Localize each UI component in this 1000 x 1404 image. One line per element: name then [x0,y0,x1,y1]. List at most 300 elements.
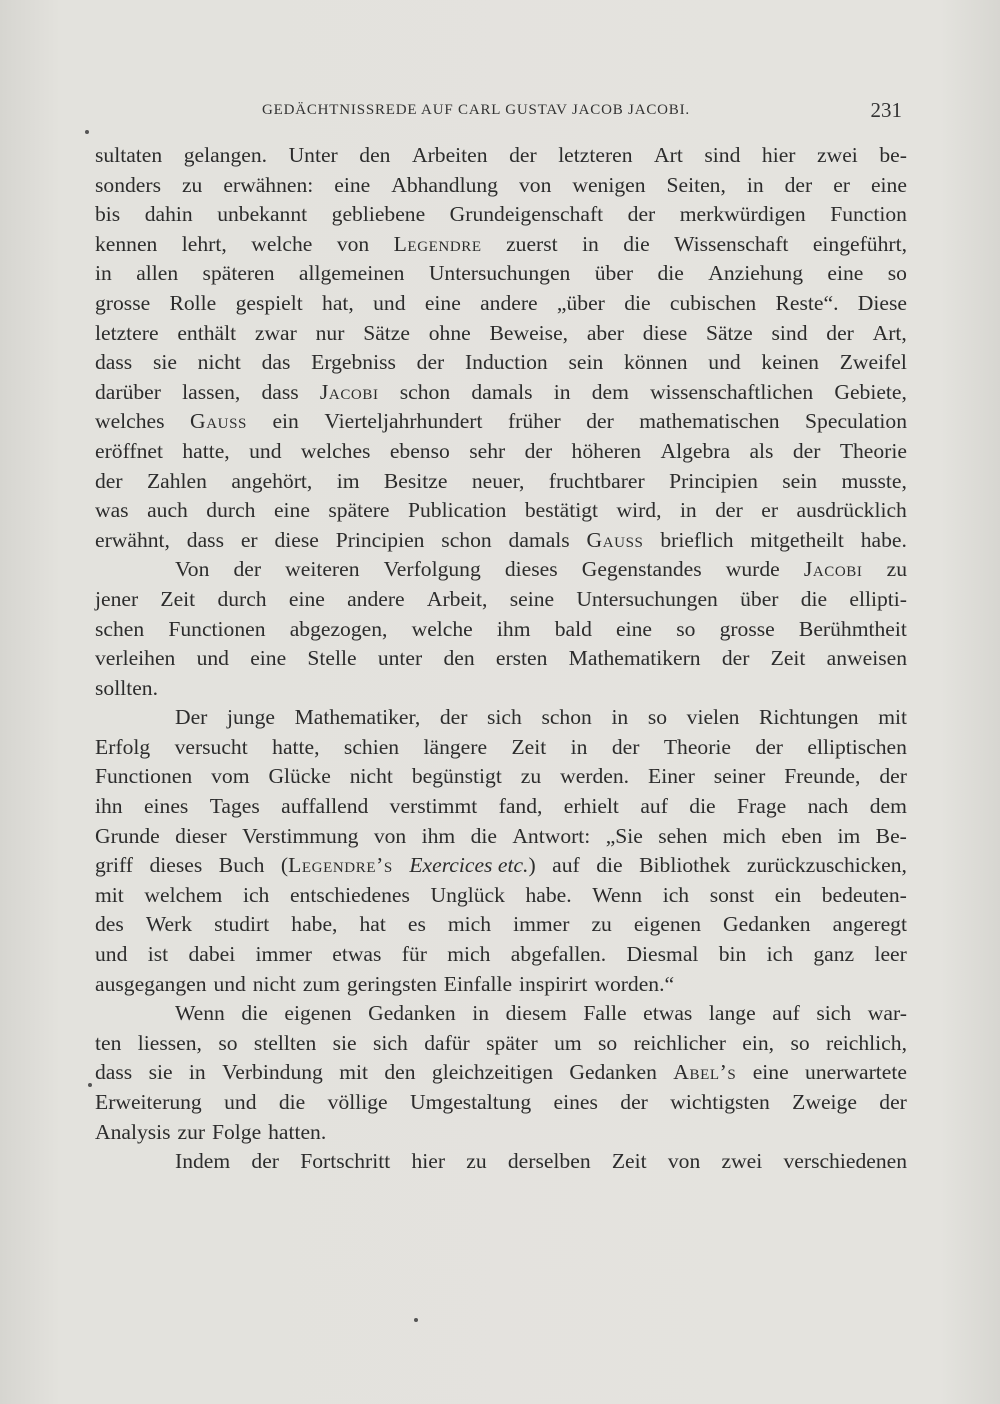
word: zum [302,971,341,996]
word: Fortschritt [300,1149,391,1174]
word: diesem [505,1001,567,1026]
word: im [336,468,360,493]
word: sehr [469,438,506,463]
word: zu [181,172,203,197]
word: Ergebniss [311,350,396,375]
word: habe. [525,882,572,907]
word: in [611,705,629,730]
word: sich [816,1001,852,1026]
word: Arbeiten [412,143,488,167]
word: und [224,1090,257,1114]
word: ich [242,882,270,907]
word: Folge [211,1119,262,1144]
running-title: GEDÄCHTNISSREDE AUF CARL GUSTAV JACOB JACOBI. [262,102,690,118]
word: von [336,231,370,256]
word: in [553,379,571,404]
word: Werk [145,912,193,937]
word: der [251,1149,279,1174]
word: vom [211,764,250,789]
word: erhielt [563,794,619,819]
word: grosse [719,616,775,641]
word: hatten. [268,1119,327,1144]
word: Principien [669,468,758,493]
word: Zweifel [839,350,907,375]
word: weiteren [285,557,360,582]
small-caps-name: Gauss [190,409,247,434]
word: mit [339,1060,368,1085]
word: Grunde [95,823,160,848]
word: Richtungen [759,705,859,730]
word: gespielt [235,290,303,315]
word: auffallend [281,794,369,819]
text-line [95,289,907,319]
word: Zweige [792,1090,857,1114]
word: Gedanken [723,912,811,937]
word: der [721,646,750,671]
text-line [95,851,907,881]
word: schien [343,734,400,759]
word: ganz [813,942,855,967]
word: so [676,616,696,641]
word: zurückzuschicken, [746,853,907,878]
word: mitgetheilt [750,527,844,552]
word: Unter [288,143,338,167]
word: hatte, [182,438,230,463]
word: hat, [322,290,354,315]
word: verschiedenen [783,1149,907,1174]
word: schen [95,616,145,641]
word: des [95,912,124,937]
word: der [879,1090,907,1114]
word: den [384,1060,416,1085]
word: der [620,1090,648,1114]
word: hier [761,143,796,167]
word: es [407,912,426,937]
word: den [443,646,475,671]
text-line [95,496,907,526]
word: derselben [507,1149,591,1174]
word: habe. [860,527,907,552]
print-speck [414,1318,418,1322]
word: und [708,350,741,375]
word: leer [874,942,907,967]
word: von [518,172,552,197]
word: geringsten [346,971,437,996]
word: Zeit [611,1149,647,1174]
word: der [715,498,743,523]
word: liessen, [137,1030,202,1055]
page-header [262,100,902,126]
word: lange [708,1001,756,1026]
word: den [359,143,391,167]
word-group [281,851,393,881]
word: der [416,350,445,375]
word: bis [95,202,121,227]
word: dass [95,350,133,375]
word: er [240,527,258,552]
word: war- [867,1001,907,1026]
word: von [667,1149,701,1174]
word: letztere [95,320,159,345]
word: sonders [95,172,161,197]
word: höheren [571,438,642,463]
word: Umgestaltung [410,1090,532,1114]
word: früher [507,409,561,434]
text-line [95,733,907,763]
text-line [95,1058,907,1088]
word: gebliebene [331,202,426,227]
word: anweisen [826,646,907,671]
word: Freunde, [784,764,861,789]
word: lassen, [182,379,241,404]
word: der [792,438,821,463]
word: schon [399,379,451,404]
word: Buch [218,853,265,878]
word: gleichzeitigen [431,1060,554,1085]
word: der [439,705,468,730]
word: Function [830,202,907,227]
word: als [749,438,774,463]
word: dieses [149,853,203,878]
word: Unglück [430,882,505,907]
text-line [95,1088,907,1118]
word: auf [640,794,668,819]
word: Verbindung [222,1060,323,1085]
word: ) [528,853,536,878]
word: eine [616,616,653,641]
text-line [95,230,907,260]
word: dass [95,1060,133,1085]
word: in [582,231,599,256]
word: wurde [725,557,780,582]
word: eine [870,172,907,197]
word: wenigen [572,172,646,197]
word: angeregt [832,912,907,937]
text-line [95,171,907,201]
text-line [95,703,907,733]
word: eingeführt, [812,231,907,256]
word: der [95,468,123,493]
word: zur [177,1119,206,1144]
word: sie [148,1060,173,1085]
word: ten [95,1030,122,1055]
word: Wissenschaft [674,231,789,256]
word: der [784,172,813,197]
word: merkwürdigen [679,202,806,227]
word: die [241,1001,268,1026]
word: Gebiete, [834,379,907,404]
word: sind [771,320,808,345]
word: abgezogen, [289,616,388,641]
word: etwas [332,942,382,967]
word: die [278,1090,306,1114]
word: Stelle [307,646,357,671]
word: so [887,261,907,286]
word: damals [471,379,533,404]
word: ebenso [389,438,450,463]
word: Rolle [169,290,217,315]
word: welche [251,231,313,256]
word: und [95,942,128,967]
text-line [95,585,907,615]
word: Functionen [168,616,266,641]
word: andere [347,586,405,611]
word: Induction [464,350,548,375]
small-caps-name: Legendre’s [288,853,393,878]
word: welches [95,409,165,434]
word: ein [272,409,299,434]
small-caps-name: Gauss [586,527,644,552]
word: die [657,261,684,286]
word: Wenn [175,1001,225,1026]
word: studirt [214,912,270,937]
word: die [623,231,650,256]
word: in [95,261,112,286]
text-line [95,644,907,674]
word: andere [480,290,538,315]
word: letzteren [558,143,633,167]
print-speck [85,130,89,134]
word: musste, [841,468,907,493]
word: hatte, [272,734,320,759]
word: versucht [174,734,248,759]
word: durch [217,586,267,611]
text-line [95,792,907,822]
word: Tages [209,794,260,819]
word: zwar [254,320,297,345]
word: dem [591,379,629,404]
word: sind [704,143,741,167]
word: sich [487,705,522,730]
word: Einer [648,764,695,789]
word: Anziehung [708,261,804,286]
word: die [689,794,716,819]
word: Publication [408,498,507,523]
text-line [95,348,907,378]
word: verleihen [95,646,176,671]
word: auf [552,853,580,878]
word: sich [373,1030,408,1055]
word: allgemeinen [298,261,405,286]
word: verstimmt [389,794,478,819]
word: er [761,498,779,523]
word: Zeit [770,646,806,671]
word: habe, [291,912,338,937]
word: nicht [197,350,241,375]
word: Zahlen [146,468,207,493]
word: und [213,971,246,996]
word: schon [441,527,492,552]
word: Art [654,143,683,167]
word: zuerst [506,231,558,256]
word: Indem [175,1149,231,1174]
word: wichtigsten [670,1090,770,1114]
word: brieflich [660,527,734,552]
print-speck [88,1083,92,1087]
word: griff [95,853,133,878]
word: Falle [583,1001,627,1026]
word: hat [359,912,386,937]
word: kennen [95,231,158,256]
word: und [373,290,406,315]
word: Wenn [592,882,643,907]
word: Berühmtheit [798,616,907,641]
word: Functionen [95,764,193,789]
word: stellten [253,1030,317,1055]
word: sollten. [95,675,158,700]
word: Seiten, [666,172,726,197]
word: über [740,586,779,611]
word: bald [554,616,592,641]
text-line [95,319,907,349]
text-line [95,200,907,230]
word: die [596,853,623,878]
word: eine [273,498,310,523]
word: reichlich, [826,1030,907,1055]
word: Speculation [805,409,907,434]
word: ein, [742,1030,775,1055]
word: spätere [328,498,390,523]
text-line [95,970,907,1000]
word: fruchtbarer [548,468,645,493]
word: dafür [424,1030,470,1055]
word: sein [568,350,604,375]
word: Sätze [363,320,410,345]
word: eine [334,172,371,197]
text-line [95,1147,907,1177]
word: jener [95,586,139,611]
word: so [218,1030,238,1055]
word: Zeit [511,734,547,759]
word: Abhandlung [391,172,498,197]
word: so [790,1030,810,1055]
word: der [524,438,553,463]
word: damals [508,527,570,552]
word: um [554,1030,582,1055]
word: hier [411,1149,446,1174]
word: welches [300,438,371,463]
word: eine [752,1060,789,1085]
word: Be- [875,823,907,848]
word: Gedanken [368,1001,456,1026]
word: ihn [95,794,123,819]
text-line [95,674,907,704]
text-line [95,822,907,852]
word: sultaten [95,143,163,167]
word: „über [556,290,605,315]
word: ausgegangen [95,971,207,996]
word: grosse [95,290,151,315]
word: eines [143,794,189,819]
word: in [679,498,697,523]
word: eröffnet [95,438,163,463]
word: der [826,320,854,345]
word: in [746,172,764,197]
word: der [611,734,640,759]
word: mich [722,823,766,848]
word: der [586,409,614,434]
word: durch [206,498,256,523]
word: worden.“ [594,971,675,996]
word: Gegenstandes [581,557,702,582]
word: bestätigt [524,498,599,523]
word: erwähnt, [95,527,170,552]
word: immer [513,912,570,937]
word: ohne [428,320,471,345]
word: bedeuten- [821,882,907,907]
word: Frage [737,794,787,819]
word: dieser [175,823,227,848]
word: späteren [202,261,275,286]
word: zu [591,912,612,937]
word: ellipti- [849,586,907,611]
word: begünstigt [411,764,502,789]
word: das [261,350,291,375]
word: mit [878,705,907,730]
word: Glücke [268,764,331,789]
word: ich [662,882,690,907]
word: ( [280,853,289,878]
word: ihm [496,616,531,641]
word: ich [766,942,794,967]
word: Analysis [95,1119,171,1144]
word: in [188,1060,206,1085]
word: wissenschaftlichen [650,379,814,404]
word: sehen [658,823,708,848]
word: inspirirt [519,971,588,996]
word: Grundeigenschaft [449,202,604,227]
word: Art, [872,320,907,345]
word: sie [152,350,177,375]
word: etwas [643,1001,693,1026]
word: Vierteljahrhundert [324,409,483,434]
word: mathematischen [639,409,780,434]
word: angehört, [231,468,313,493]
word: Verstimmung [242,823,359,848]
word: Algebra [660,438,731,463]
word: ist [147,942,169,967]
word: enthält [177,320,237,345]
word: nach [807,794,849,819]
text-line [95,910,907,940]
word: zu [886,557,907,582]
word: so [647,705,668,730]
word: der [627,202,656,227]
word: welche [411,616,473,641]
word: diese [274,527,319,552]
text-line [95,555,907,585]
word: Mathematiker, [294,705,421,730]
word: abgefallen. [510,942,607,967]
word: elliptischen [807,734,907,759]
small-caps-name: Legendre [393,231,482,256]
word: dabei [188,942,236,967]
word: Erweiterung [95,1090,202,1114]
word: unter [377,646,423,671]
word: er [833,172,850,197]
word: ein [774,882,802,907]
word: Reste“. [775,290,839,315]
word: sein [782,468,818,493]
word: cubischen [669,290,757,315]
word: der [233,557,262,582]
word: keinen [761,350,819,375]
word: nur [315,320,345,345]
word: fand, [498,794,543,819]
text-line [95,437,907,467]
word: Diesmal [626,942,699,967]
word: später [486,1030,538,1055]
